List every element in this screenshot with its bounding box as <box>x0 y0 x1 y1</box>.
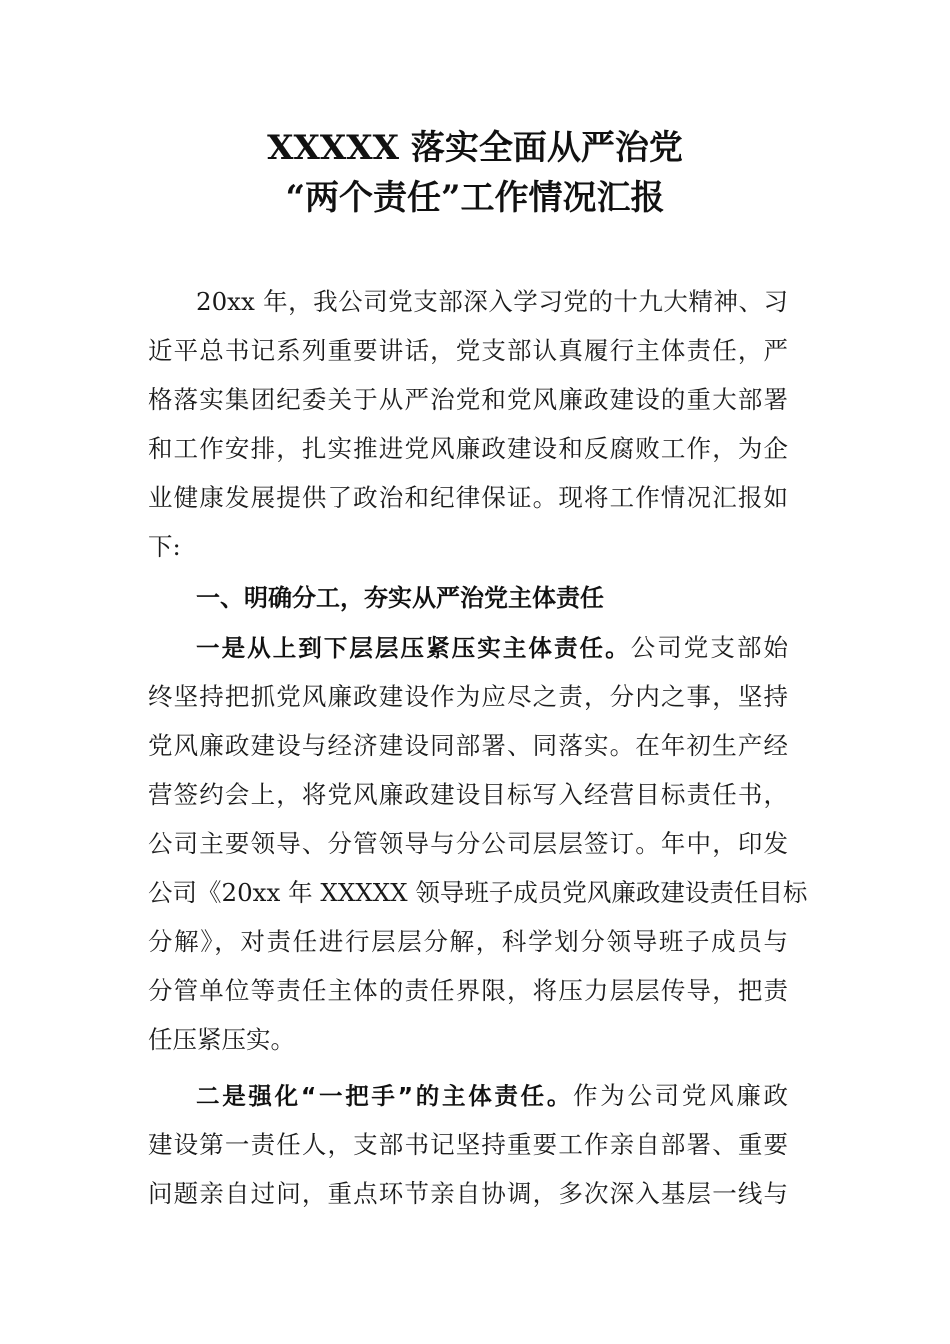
section-1-heading: 一、明确分工，夯实从严治党主体责任 <box>196 584 604 612</box>
document-title-line-2: “两个责任”工作情况汇报 <box>285 178 665 218</box>
point-1-line-4: 营签约会上，将党风廉政建设目标写入经营目标责任书， <box>148 780 788 809</box>
point-1-line-3: 党风廉政建设与经济建设同部署、同落实。在年初生产经 <box>148 731 788 760</box>
point-2-first-line <box>196 1076 788 1116</box>
point-1-first-line-rest: 公司党支部始 <box>630 633 789 662</box>
intro-line-3: 格落实集团纪委关于从严治党和党风廉政建设的重大部署 <box>148 385 788 414</box>
point-2-line-2: 建设第一责任人，支部书记坚持重要工作亲自部署、重要 <box>148 1130 788 1159</box>
intro-line-1: 20xx 年，我公司党支部深入学习党的十九大精神、习 <box>196 287 788 316</box>
intro-line-5: 业健康发展提供了政治和纪律保证。现将工作情况汇报如 <box>148 483 788 512</box>
point-1-line-9: 任压紧压实。 <box>148 1025 295 1054</box>
point-2-line-3: 问题亲自过问，重点环节亲自协调，多次深入基层一线与 <box>148 1179 788 1208</box>
intro-line-4: 和工作安排，扎实推进党风廉政建设和反腐败工作，为企 <box>148 434 788 463</box>
point-2-first-line-rest: 作为公司党风廉政 <box>573 1081 789 1110</box>
document-title-line-1: XXXXX 落实全面从严治党 <box>267 128 683 168</box>
point-1-first-line <box>196 628 788 668</box>
point-1-line-6: 公司《20xx 年 XXXXX 领导班子成员党风廉政建设责任目标 <box>148 878 808 907</box>
intro-line-2: 近平总书记系列重要讲话，党支部认真履行主体责任，严 <box>148 336 788 365</box>
intro-line-6: 下: <box>148 532 181 561</box>
point-1-line-5: 公司主要领导、分管领导与分公司层层签订。年中，印发 <box>148 829 788 858</box>
point-1-line-8: 分管单位等责任主体的责任界限，将压力层层传导，把责 <box>148 976 788 1005</box>
point-1-line-7: 分解》，对责任进行层层分解，科学划分领导班子成员与 <box>148 927 788 956</box>
point-1-lead: 一是从上到下层层压紧压实主体责任。 <box>196 634 631 662</box>
point-2-lead: 二是强化“一把手”的主体责任。 <box>196 1082 574 1110</box>
point-1-line-2: 终坚持把抓党风廉政建设作为应尽之责，分内之事，坚持 <box>148 682 788 711</box>
